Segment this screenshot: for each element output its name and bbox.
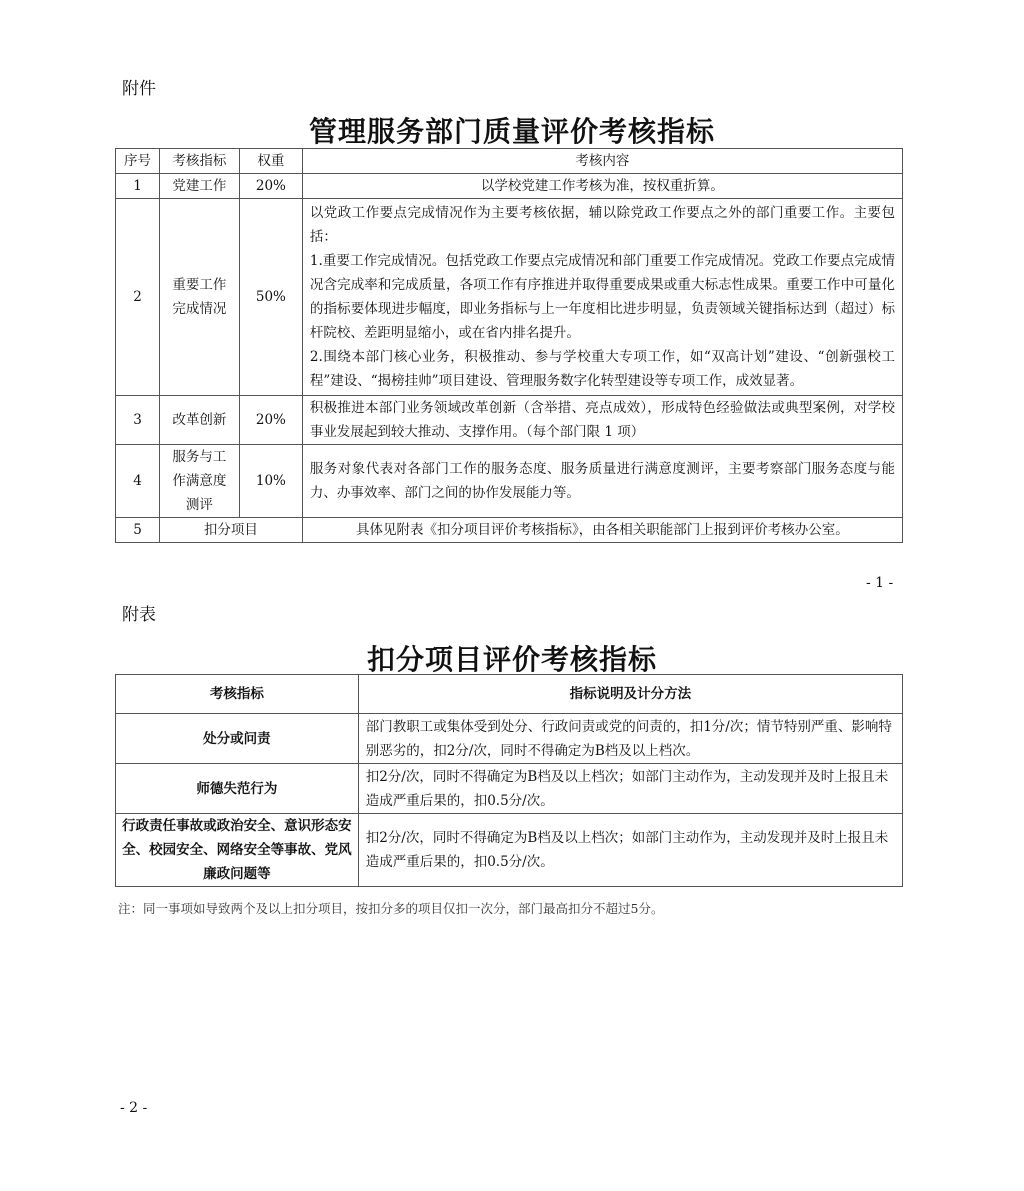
table-row xyxy=(116,174,903,199)
row-content: 具体见附表《扣分项目评价考核指标》，由各相关职能部门上报到评价考核办公室。 xyxy=(302,518,902,543)
row-indicator: 处分或问责 xyxy=(116,714,359,764)
row-indicator: 扣分项目 xyxy=(159,518,302,543)
row-indicator: 服务与工作满意度测评 xyxy=(159,445,239,518)
table-row xyxy=(116,518,903,543)
row-indicator: 师德失范行为 xyxy=(116,764,359,814)
description-text: 扣2分/次，同时不得确定为B档及以上档次；如部门主动作为，主动发现并及时上报且未造成严重后果的，扣0.5分/次。 xyxy=(365,768,889,809)
row-content xyxy=(302,396,902,445)
table-row xyxy=(116,764,903,814)
row-description xyxy=(358,814,902,887)
header-content: 考核内容 xyxy=(302,149,902,174)
row-indicator: 党建工作 xyxy=(159,174,239,199)
row-weight: 20% xyxy=(239,396,302,445)
header-weight: 权重 xyxy=(239,149,302,174)
appendix-title: 扣分项目评价考核指标 xyxy=(366,643,657,676)
attachment-label: 附件 xyxy=(122,79,156,99)
content-paragraph: 1.重要工作完成情况。包括党政工作要点完成情况和部门重要工作完成情况。党政工作要点完成情况含完成率和完成质量，各项工作有序推进并取得重要成果或重大标志性成果。重要工作中可量化的指标要体现进步幅度，即业务指标与上一年度相比进步明显，负责领域关键指标达到（超过）标杆院校、差距明显缩小，或在省内排名提升。 xyxy=(309,253,895,341)
description-text: 部门教职工或集体受到处分、行政问责或党的问责的，扣1分/次；情节特别严重、影响特别恶劣的，扣2分/次，同时不得确定为B档及以上档次。 xyxy=(365,718,892,759)
page-number: - 1 - xyxy=(866,575,894,591)
footnote: 注：同一事项如导致两个及以上扣分项目，按扣分多的项目仅扣一次分，部门最高扣分不超过5分。 xyxy=(118,901,664,916)
row-no: 3 xyxy=(116,396,160,445)
row-no: 2 xyxy=(116,199,160,396)
evaluation-table xyxy=(115,148,903,543)
header-indicator: 考核指标 xyxy=(159,149,239,174)
table-row xyxy=(116,396,903,445)
row-no: 5 xyxy=(116,518,160,543)
row-weight: 50% xyxy=(239,199,302,396)
row-weight: 10% xyxy=(239,445,302,518)
row-description xyxy=(358,764,902,814)
row-no: 1 xyxy=(116,174,160,199)
content-paragraph: 积极推进本部门业务领域改革创新（含举措、亮点成效），形成特色经验做法或典型案例，对学校事业发展起到较大推动、支撑作用。（每个部门限 1 项） xyxy=(309,400,895,440)
content-paragraph: 2.围绕本部门核心业务，积极推动、参与学校重大专项工作，如“双高计划”建设、“创新强校工程”建设、“揭榜挂帅”项目建设、管理服务数字化转型建设等专项工作，成效显著。 xyxy=(309,349,895,389)
table-header-row xyxy=(116,675,903,714)
table-header-row xyxy=(116,149,903,174)
page-number: - 2 - xyxy=(120,1100,148,1116)
header-description: 指标说明及计分方法 xyxy=(358,675,902,714)
row-content: 以学校党建工作考核为准，按权重折算。 xyxy=(302,174,902,199)
description-text: 扣2分/次，同时不得确定为B档及以上档次；如部门主动作为，主动发现并及时上报且未造成严重后果的，扣0.5分/次。 xyxy=(365,830,889,870)
appendix-label: 附表 xyxy=(122,605,156,625)
content-paragraph: 服务对象代表对各部门工作的服务态度、服务质量进行满意度测评，主要考察部门服务态度与能力、办事效率、部门之间的协作发展能力等。 xyxy=(309,461,895,501)
header-no: 序号 xyxy=(116,149,160,174)
table-row xyxy=(116,714,903,764)
row-content xyxy=(302,445,902,518)
row-indicator: 行政责任事故或政治安全、意识形态安全、校园安全、网络安全等事故、党风廉政问题等 xyxy=(116,814,359,887)
content-paragraph: 以党政工作要点完成情况作为主要考核依据，辅以除党政工作要点之外的部门重要工作。主要包括： xyxy=(309,205,895,245)
deduction-table xyxy=(115,674,903,887)
header-indicator: 考核指标 xyxy=(116,675,359,714)
row-weight: 20% xyxy=(239,174,302,199)
table-row xyxy=(116,199,903,396)
row-description xyxy=(358,714,902,764)
row-indicator: 重要工作完成情况 xyxy=(159,199,239,396)
table-row xyxy=(116,814,903,887)
row-indicator: 改革创新 xyxy=(159,396,239,445)
row-no: 4 xyxy=(116,445,160,518)
page-title: 管理服务部门质量评价考核指标 xyxy=(308,115,715,148)
table-row xyxy=(116,445,903,518)
row-content xyxy=(302,199,902,396)
